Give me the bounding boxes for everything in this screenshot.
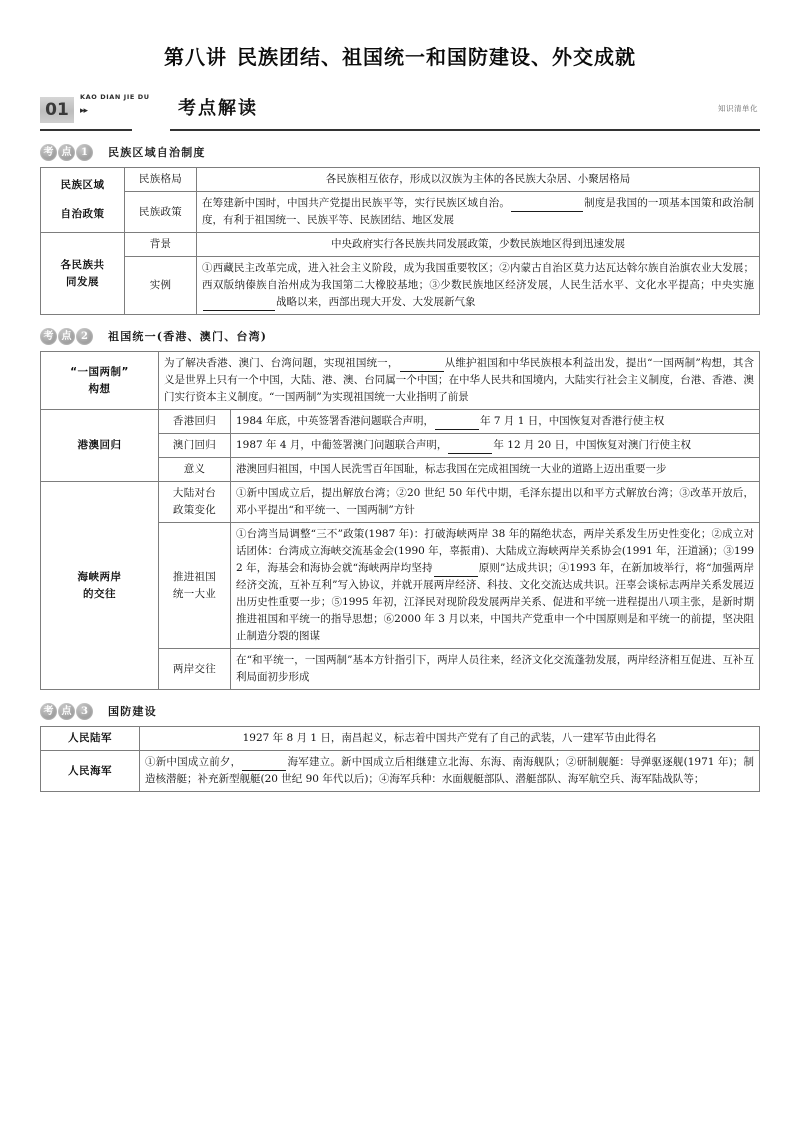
section-number: 01 xyxy=(40,97,74,123)
table-kaodian-3 xyxy=(40,726,760,792)
sub-label-beijing: 背景 xyxy=(125,233,197,257)
cell-minzu-geju-body: 各民族相互依存，形成以汉族为主体的各民族大杂居、小聚居格局 xyxy=(197,168,760,192)
table-kaodian-2 xyxy=(40,351,760,690)
fill-in-blank[interactable] xyxy=(448,443,492,454)
banner-rule-right xyxy=(170,129,760,131)
row-header-yiguo-liangzhi: “一国两制” 构想 xyxy=(41,352,159,410)
table-row xyxy=(41,751,760,792)
fill-in-blank[interactable] xyxy=(434,566,478,577)
row-header-gongtong-fazhan: 各民族共 同发展 xyxy=(41,233,125,315)
text-part-pre: ①西藏民主改革完成，进入社会主义阶段，成为我国重要牧区；②内蒙古自治区莫力达瓦达斡尔族自治旗农业大发展；西双版纳傣族自治州成为我国第二大橡胶基地；③少数民族地区经济发展，人民生活水平、文化水平提高；中央实施 xyxy=(202,262,754,291)
banner-rule-left xyxy=(40,129,132,131)
kaodian-char1-icon: 考 xyxy=(40,703,57,720)
kaodian-1-title: 民族区域自治制度 xyxy=(108,146,206,159)
table-row xyxy=(41,233,760,257)
page-title xyxy=(0,0,800,69)
cell-renmin-lujun-body: 1927 年 8 月 1 日，南昌起义，标志着中国共产党有了自己的武装，八一建军节由此得名 xyxy=(140,727,760,751)
kaodian-3-title: 国防建设 xyxy=(108,705,157,718)
cell-xianggang-huigui-body xyxy=(231,410,760,434)
kaodian-circles xyxy=(40,328,94,345)
text-part-pre: 1984 年底，中英签署香港问题联合声明， xyxy=(236,415,435,427)
text-part-pre: ①新中国成立前夕， xyxy=(145,756,242,768)
text-part-post: 从维护祖国和中华民族根本利益出发，提出“一国两制”构想，其含义是世界上只有一个中国，大陆、港、澳、台同属一个中国；在中华人民共和国境内，大陆实行社会主义制度，台港、香港、澳门实行资本主义制度。“一国两制”为实现祖国统一大业指明了前景 xyxy=(164,357,754,403)
sub-label-minzu-geju: 民族格局 xyxy=(125,168,197,192)
table-row xyxy=(41,482,760,523)
kaodian-2-title: 祖国统一(香港、澳门、台湾) xyxy=(108,330,268,343)
table-row xyxy=(41,168,760,192)
cell-renmin-haijun-body xyxy=(140,751,760,792)
row-header-haixia-liangan: 海峡两岸 的交往 xyxy=(41,482,159,690)
section-banner xyxy=(40,91,760,131)
row-header-renmin-lujun: 人民陆军 xyxy=(41,727,140,751)
text-part-pre: 为了解决香港、澳门、台湾问题，实现祖国统一， xyxy=(164,357,399,369)
kaodian-index-icon: 1 xyxy=(76,144,93,161)
table-row xyxy=(41,192,760,233)
sub-label-yiyi: 意义 xyxy=(159,458,231,482)
fill-in-blank[interactable] xyxy=(242,760,286,771)
text-part-post: 原则”达成共识；④1993 年，在新加坡举行，将“加强两岸经济交流，互补互利”写入协议，并就开展两岸经济、科技、文化交流达成共识。汪辜会谈标志两岸关系发展迈出历史性重要一步；⑤1995 年初，江泽民对现阶段发展两岸关系、促进和平统一进程提出八项主张，是新时期推进祖国和平统一的指导思想；⑥2000 年 3 月以来，中国共产党重申一个中国原则是和平统一的前提，坚决阻止制造分裂的图谋 xyxy=(236,562,755,642)
kaodian-index-icon: 2 xyxy=(76,328,93,345)
kaodian-badge-3 xyxy=(40,701,800,721)
text-part-pre: 1987 年 4 月，中葡签署澳门问题联合声明， xyxy=(236,439,448,451)
kaodian-circles xyxy=(40,144,94,161)
kaodian-char2-icon: 点 xyxy=(58,328,75,345)
sub-label-shili: 实例 xyxy=(125,257,197,315)
lecture-number: 第八讲 xyxy=(164,45,227,69)
kaodian-badge-1 xyxy=(40,142,800,162)
text-part-pre: ①台湾当局调整“三不”政策(1987 年)：打破海峡两岸 38 年的隔绝状态，两岸关系发生历史性变化；②成立对话团体：台湾成立海峡交流基金会(1990 年，辜振甫)、大陆成立海峡两岸关系协会(1991 年，汪道涵)；③1992 年，海基会和海协会就“海峡两岸均坚持 xyxy=(236,528,754,574)
section-title: 考点解读 xyxy=(178,98,258,119)
double-arrow-icon: ▸▸ xyxy=(80,106,88,116)
sub-label-tuijin-zuguo: 推进祖国 统一大业 xyxy=(159,523,231,649)
cell-liangan-jiaowang-body: 在“和平统一，一国两制”基本方针指引下，两岸人员往来，经济文化交流蓬勃发展，两岸经济相互促进、互补互利局面初步形成 xyxy=(231,649,760,690)
cell-dalu-duitai-body: ①新中国成立后，提出解放台湾；②20 世纪 50 年代中期，毛泽东提出以和平方式解放台湾；③改革开放后，邓小平提出“和平统一、一国两制”方针 xyxy=(231,482,760,523)
row-header-renmin-haijun: 人民海军 xyxy=(41,751,140,792)
text-part-post: 海军建立。新中国成立后相继建立北海、东海、南海舰队；②研制舰艇：导弹驱逐舰(1971 年)；制造核潜艇；补充新型舰艇(20 世纪 90 年代以后)；④海军兵种：水面舰艇部队、潜艇部队、海军航空兵、海军陆战队等； xyxy=(145,756,754,785)
cell-tuijin-zuguo-body xyxy=(231,523,760,649)
kaodian-char2-icon: 点 xyxy=(58,703,75,720)
sub-label-xianggang-huigui: 香港回归 xyxy=(159,410,231,434)
cell-beijing-body: 中央政府实行各民族共同发展政策，少数民族地区得到迅速发展 xyxy=(197,233,760,257)
table-row xyxy=(41,410,760,434)
section-pinyin: KAO DIAN JIE DU xyxy=(80,93,150,101)
kaodian-badge-2 xyxy=(40,326,800,346)
fill-in-blank[interactable] xyxy=(435,419,479,430)
cell-minzu-zhengce-body xyxy=(197,192,760,233)
cell-shili-body xyxy=(197,257,760,315)
kaodian-circles xyxy=(40,703,94,720)
kaodian-char2-icon: 点 xyxy=(58,144,75,161)
fill-in-blank[interactable] xyxy=(400,361,444,372)
section-note: 知识清单化 xyxy=(718,104,758,113)
text-part-post: 制度是我国的一项基本国策和政治制度，有利于祖国统一、民族平等、民族团结、地区发展 xyxy=(202,197,755,226)
table-row xyxy=(41,257,760,315)
cell-yiyi-body: 港澳回归祖国，中国人民洗雪百年国耻，标志我国在完成祖国统一大业的道路上迈出重要一步 xyxy=(231,458,760,482)
table-row xyxy=(41,352,760,410)
fill-in-blank[interactable] xyxy=(511,201,583,212)
kaodian-char1-icon: 考 xyxy=(40,144,57,161)
text-part-post: 年 7 月 1 日，中国恢复对香港行使主权 xyxy=(480,415,665,427)
text-part-pre: 在筹建新中国时，中国共产党提出民族平等，实行民族区域自治。 xyxy=(202,197,511,209)
cell-aomen-huigui-body xyxy=(231,434,760,458)
sub-label-minzu-zhengce: 民族政策 xyxy=(125,192,197,233)
text-part-post: 战略以来，西部出现大开发、大发展新气象 xyxy=(276,296,476,308)
sub-label-liangan-jiaowang: 两岸交往 xyxy=(159,649,231,690)
sub-label-aomen-huigui: 澳门回归 xyxy=(159,434,231,458)
table-kaodian-1 xyxy=(40,167,760,315)
kaodian-index-icon: 3 xyxy=(76,703,93,720)
cell-yiguo-liangzhi-body xyxy=(159,352,760,410)
row-header-gangao-huigui: 港澳回归 xyxy=(41,410,159,482)
fill-in-blank[interactable] xyxy=(203,300,275,311)
lecture-title-text: 民族团结、祖国统一和国防建设、外交成就 xyxy=(237,45,636,69)
table-row xyxy=(41,727,760,751)
row-header-minzu-quyu: 民族区域 自治政策 xyxy=(41,168,125,233)
kaodian-char1-icon: 考 xyxy=(40,328,57,345)
text-part-post: 年 12 月 20 日，中国恢复对澳门行使主权 xyxy=(493,439,691,451)
sub-label-dalu-duitai: 大陆对台 政策变化 xyxy=(159,482,231,523)
